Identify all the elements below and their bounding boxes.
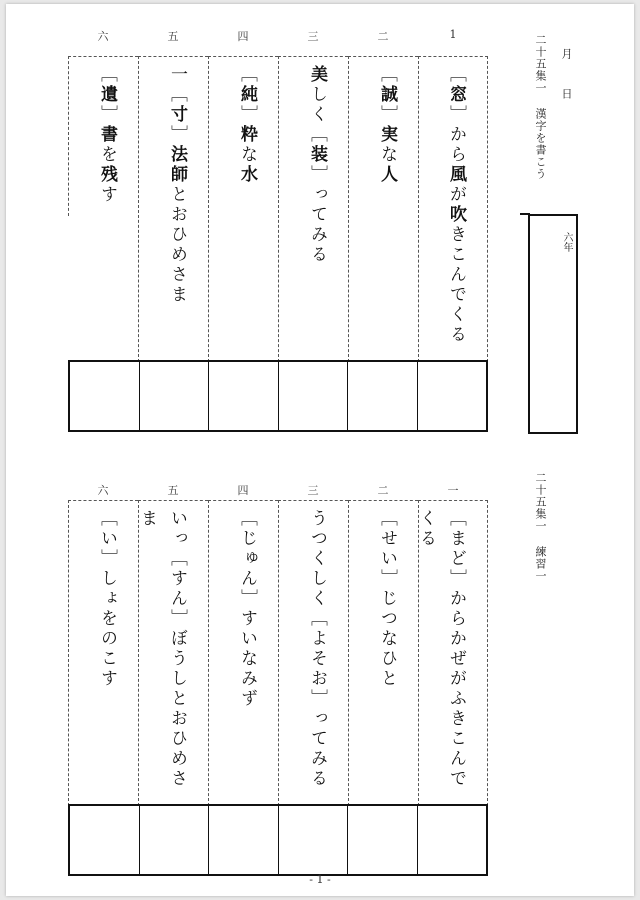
problem-number: 1 (449, 28, 457, 41)
problem-box (278, 56, 348, 362)
problem-number: 五 (167, 30, 179, 43)
problem-text: ［じゅん］すいなみず (237, 509, 257, 709)
kanji-target: 粋 (237, 125, 257, 145)
problem-text-segment: ［ (97, 65, 117, 85)
problem-box (208, 56, 278, 362)
kanji-target: 遺 (97, 85, 117, 105)
problem-text-segment: きこんでくる (446, 225, 466, 345)
problem-number: 二 (377, 484, 389, 497)
kanji-target: 水 (237, 165, 257, 185)
problem-text-segment: ］ (377, 105, 397, 125)
problem-text-segment: ］ (167, 125, 187, 145)
problem-text-segment: 一［ (167, 65, 187, 105)
kanji-target: 純 (237, 85, 257, 105)
kanji-target: 書 (97, 125, 117, 145)
problem-box (348, 500, 418, 806)
kanji-target: 誠 (377, 85, 397, 105)
grade-label: 六年 (561, 232, 572, 252)
problem-number: 四 (237, 30, 249, 43)
problem-text-segment: な (377, 145, 397, 165)
problem-box (138, 500, 208, 806)
problem-text (441, 65, 471, 345)
problem-box (208, 500, 278, 806)
page-number: - 1 - (309, 873, 331, 886)
problem-number: 二 (377, 30, 389, 43)
kanji-target: 風 (446, 165, 466, 185)
problem-box (138, 56, 208, 362)
answer-grid (68, 360, 488, 432)
problem-text-segment: しく［ (307, 85, 327, 145)
answer-cell[interactable] (279, 362, 349, 430)
problem-box (418, 500, 488, 806)
problem-number: 三 (307, 484, 319, 497)
answer-cell[interactable] (209, 362, 279, 430)
problem-number: 六 (97, 30, 109, 43)
section-title: 二十五集一 練習一 (534, 472, 547, 582)
problem-text (92, 65, 122, 205)
problem-number: 六 (97, 484, 109, 497)
problem-box (418, 56, 488, 362)
answer-cell[interactable] (348, 362, 418, 430)
problem-text-segment: ］ (97, 105, 117, 125)
problem-text (372, 65, 402, 185)
kanji-target: 装 (307, 145, 327, 165)
problem-text-segment: な (237, 145, 257, 165)
kanji-target: 寸 (167, 105, 187, 125)
problem-number: 四 (237, 484, 249, 497)
date-day: 日 (560, 88, 573, 100)
problem-text (232, 65, 262, 185)
kanji-target: 人 (377, 165, 397, 185)
answer-cell[interactable] (140, 806, 210, 874)
problem-number: 五 (167, 484, 179, 497)
worksheet-page (6, 4, 634, 896)
answer-cell[interactable] (209, 806, 279, 874)
problem-text-segment: ［ (446, 65, 466, 85)
problem-number: 一 (447, 484, 459, 497)
kanji-target: 実 (377, 125, 397, 145)
kanji-target: 法師 (167, 145, 187, 185)
name-box[interactable] (528, 214, 578, 434)
problem-box (68, 56, 138, 216)
kanji-target: 残 (97, 165, 117, 185)
problem-text-segment: ］から (446, 105, 466, 165)
problem-box (348, 56, 418, 362)
problem-text: うつくしく［よそお］ってみる (307, 509, 327, 789)
problem-box (68, 500, 138, 806)
problem-text-segment: が (446, 185, 466, 205)
problem-text-segment: ］ (237, 105, 257, 125)
problem-text-segment: ］ってみる (307, 165, 327, 265)
problem-text (302, 65, 332, 265)
problem-number: 三 (307, 30, 319, 43)
problem-text-segment: ［ (237, 65, 257, 85)
kanji-target: 吹 (446, 205, 466, 225)
problem-text-segment: す (97, 185, 117, 205)
problem-text-segment: ［ (377, 65, 397, 85)
kanji-target: 窓 (446, 85, 466, 105)
problem-text: ［まど］からかぜがふきこんでくる (416, 509, 466, 789)
problem-text (162, 65, 192, 305)
answer-cell[interactable] (418, 362, 487, 430)
problem-text: ［せい］じつなひと (377, 509, 397, 689)
problem-text-segment: とおひめさま (167, 185, 187, 305)
kanji-target: 美 (307, 65, 327, 85)
answer-cell[interactable] (348, 806, 418, 874)
section-title: 二十五集一 漢字を書こう (534, 34, 547, 180)
answer-cell[interactable] (279, 806, 349, 874)
problem-text-segment: を (97, 145, 117, 165)
answer-grid (68, 804, 488, 876)
answer-cell[interactable] (70, 362, 140, 430)
problem-text: いっ［すん］ぼうしとおひめさま (137, 509, 187, 789)
answer-cell[interactable] (140, 362, 210, 430)
date-month: 月 (560, 48, 573, 60)
answer-cell[interactable] (418, 806, 487, 874)
problem-text: ［い］しょをのこす (97, 509, 117, 689)
answer-cell[interactable] (70, 806, 140, 874)
problem-box (278, 500, 348, 806)
